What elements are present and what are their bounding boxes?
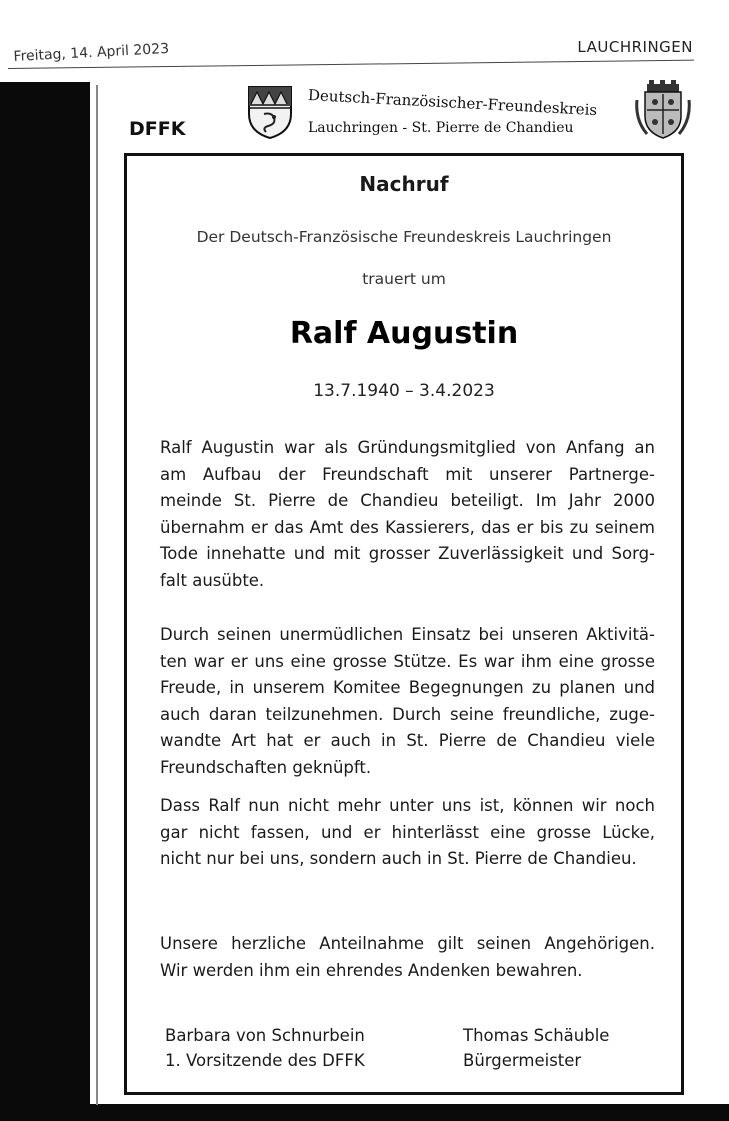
paragraph-4 <box>160 931 655 984</box>
paragraph-line: Durch seinen unermüdlichen Einsatz bei unseren Aktivitä- <box>160 625 655 644</box>
st-pierre-crest-icon <box>633 80 693 142</box>
page-edge <box>96 85 98 1105</box>
signature-chair <box>165 1023 365 1073</box>
life-dates: 13.7.1940 – 3.4.2023 <box>313 381 495 401</box>
org-name: Deutsch-Französischer-Freundeskreis <box>307 86 598 120</box>
paragraph-line: am Aufbau der Freundschaft mit unserer Partnerge- <box>160 464 655 484</box>
obituary-intro: Der Deutsch-Französische Freundeskreis Lauchringen <box>196 228 612 246</box>
paragraph-line: auch daran teilzunehmen. Durch seine freundliche, zuge- <box>160 704 655 724</box>
publication-date: Freitag, 14. April 2023 <box>13 40 170 65</box>
signature-name: Barbara von Schnurbein <box>165 1026 365 1045</box>
paragraph-line: falt ausübte. <box>160 570 265 590</box>
obituary-mourns: trauert um <box>362 270 446 288</box>
paragraph-line: wandte Art hat er auch in St. Pierre de Chandieu viele <box>160 731 655 750</box>
paragraph-2 <box>160 622 655 781</box>
header-rule <box>8 60 694 69</box>
signature-role: 1. Vorsitzende des DFFK <box>165 1051 365 1070</box>
paragraph-line: Tode innehatte und mit grosser Zuverlässigkeit und Sorg- <box>160 544 655 563</box>
obituary-title: Nachruf <box>359 172 449 196</box>
paragraph-line: übernahm er das Amt des Kassierers, das er bis zu seinem <box>160 517 655 537</box>
paragraph-line: Freundschaften geknüpft. <box>160 757 372 777</box>
paragraph-line: nicht nur bei uns, sondern auch in St. Pierre de Chandieu. <box>160 849 637 868</box>
paragraph-line: Freude, in unserem Komitee Begegnungen zu planen und <box>160 678 655 697</box>
paragraph-line: gar nicht fassen, und er hinterlässt eine grosse Lücke, <box>160 822 655 842</box>
paragraph-3 <box>160 793 655 873</box>
deceased-name: Ralf Augustin <box>289 316 519 351</box>
paragraph-line: ten war er uns eine grosse Stütze. Es war ihm eine grosse <box>160 651 655 671</box>
paragraph-line: meinde St. Pierre de Chandieu beteiligt. Im Jahr 2000 <box>160 491 655 510</box>
signature-mayor <box>463 1023 609 1073</box>
paragraph-line: Ralf Augustin war als Gründungsmitglied von Anfang an <box>160 438 655 457</box>
signature-name: Thomas Schäuble <box>463 1026 610 1045</box>
org-places: Lauchringen - St. Pierre de Chandieu <box>308 120 574 136</box>
paragraph-1 <box>160 435 655 594</box>
scan-border-bottom <box>0 1104 729 1121</box>
section-name: LAUCHRINGEN <box>577 38 693 56</box>
lauchringen-crest-icon <box>246 84 294 140</box>
dffk-abbreviation: DFFK <box>129 118 186 140</box>
paragraph-line: Wir werden ihm ein ehrendes Andenken bewahren. <box>160 960 583 980</box>
paragraph-line: Dass Ralf nun nicht mehr unter uns ist, können wir noch <box>160 796 655 815</box>
dffk-header <box>118 80 698 150</box>
newspaper-header <box>0 0 729 80</box>
paragraph-line: Unsere herzliche Anteilnahme gilt seinen Angehörigen. <box>160 934 655 953</box>
scan-border-left <box>0 82 90 1107</box>
obituary-frame <box>124 153 684 1095</box>
signature-role: Bürgermeister <box>463 1051 582 1070</box>
